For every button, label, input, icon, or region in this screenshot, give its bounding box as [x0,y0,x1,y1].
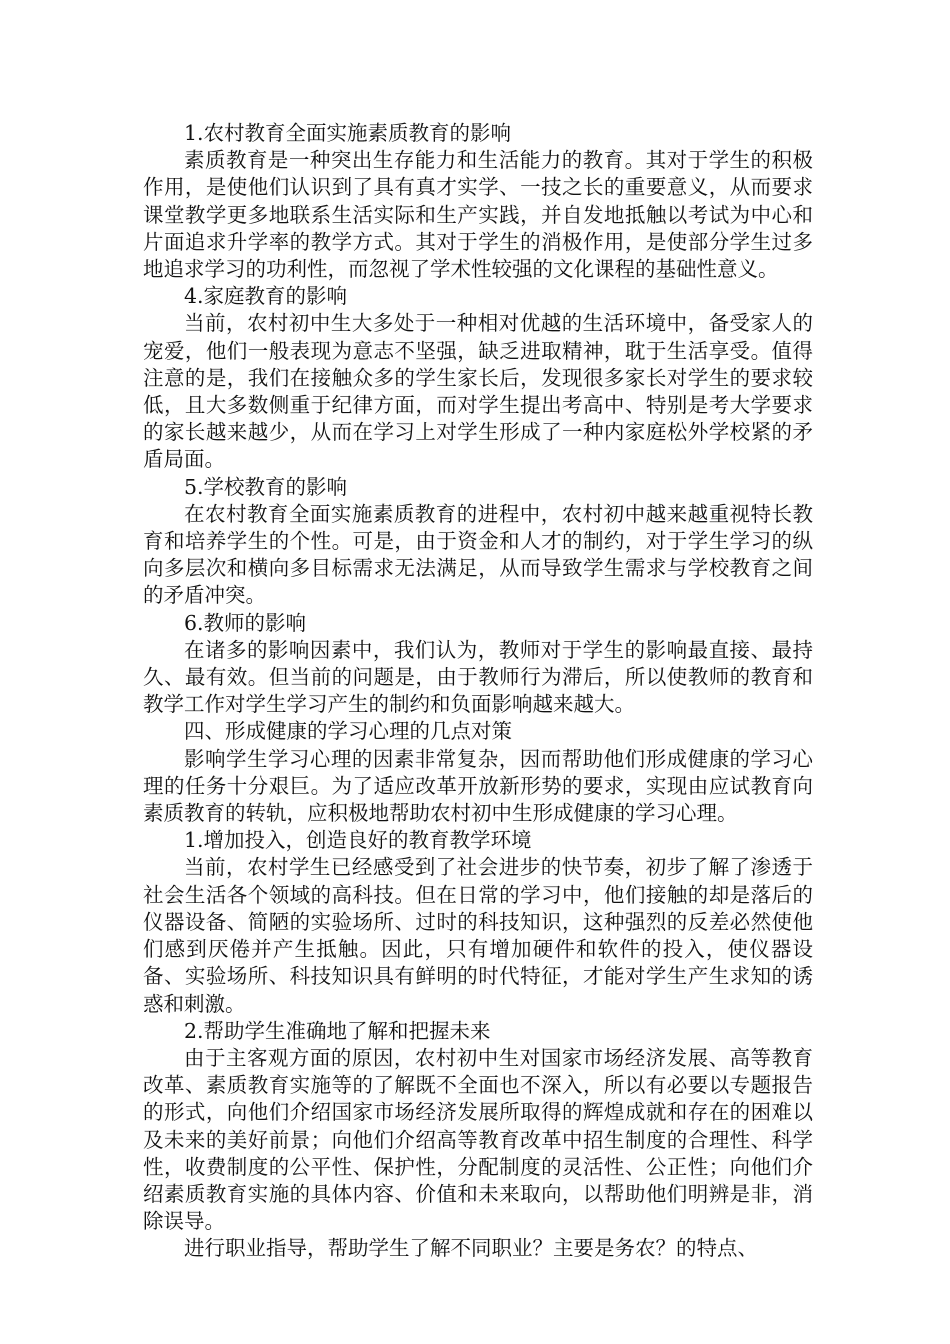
paragraph: 当前，农村学生已经感受到了社会进步的快节奏，初步了解了渗透于社会生活各个领域的高科技。但在日常的学习中，他们接触的却是落后的仪器设备、简陋的实验场所、过时的科技知识，这种强烈的反差必然使他们感到厌倦并产生抵触。因此，只有增加硬件和软件的投入，使仪器设备、实验场所、科技知识具有鲜明的时代特征，才能对学生产生求知的诱惑和刺激。 [143,855,813,1016]
paragraph: 由于主客观方面的原因，农村初中生对国家市场经济发展、高等教育改革、素质教育实施等的了解既不全面也不深入，所以有必要以专题报告的形式，向他们介绍国家市场经济发展所取得的辉煌成就和存在的困难以及未来的美好前景；向他们介绍高等教育改革中招生制度的合理性、科学性，收费制度的公平性、保护性，分配制度的灵活性、公正性；向他们介绍素质教育实施的具体内容、价值和未来取向，以帮助他们明辨是非，消除误导。 [143,1045,813,1234]
paragraph: 在农村教育全面实施素质教育的进程中，农村初中越来越重视特长教育和培养学生的个性。可是，由于资金和人才的制约，对于学生学习的纵向多层次和横向多目标需求无法满足，从而导致学生需求与学校教育之间的矛盾冲突。 [143,501,813,608]
paragraph: 在诸多的影响因素中，我们认为，教师对于学生的影响最直接、最持久、最有效。但当前的问题是，由于教师行为滞后，所以使教师的教育和教学工作对学生学习产生的制约和负面影响越来越大。 [143,637,813,717]
section-heading: 6.教师的影响 [184,610,307,635]
document-page [143,120,813,1263]
paragraph: 素质教育是一种突出生存能力和生活能力的教育。其对于学生的积极作用，是使他们认识到了具有真才实学、一技之长的重要意义，从而要求课堂教学更多地联系生活实际和生产实践，并自发地抵触以考试为中心和片面追求升学率的教学方式。其对于学生的消极作用，是使部分学生过多地追求学习的功利性，而忽视了学术性较强的文化课程的基础性意义。 [143,148,813,282]
paragraph: 进行职业指导，帮助学生了解不同职业？主要是务农？的特点、 [184,1236,758,1261]
section-heading: 4.家庭教育的影响 [184,284,348,309]
section-heading: 1.农村教育全面实施素质教育的影响 [184,121,512,145]
section-heading: 5.学校教育的影响 [184,474,348,499]
paragraph: 影响学生学习心理的因素非常复杂，因而帮助他们形成健康的学习心理的任务十分艰巨。为了适应改革开放新形势的要求，实现由应试教育向素质教育的转轨，应积极地帮助农村初中生形成健康的学习心理。 [143,746,813,826]
paragraph: 当前，农村初中生大多处于一种相对优越的生活环境中，备受家人的宠爱，他们一般表现为意志不坚强，缺乏进取精神，耽于生活享受。值得注意的是，我们在接触众多的学生家长后，发现很多家长对学生的要求较低，且大多数侧重于纪律方面，而对学生提出考高中、特别是考大学要求的家长越来越少，从而在学习上对学生形成了一种内家庭松外学校紧的矛盾局面。 [143,311,813,472]
section-heading: 四、形成健康的学习心理的几点对策 [184,719,512,744]
section-heading: 1.增加投入，创造良好的教育教学环境 [184,828,532,853]
section-heading: 2.帮助学生准确地了解和把握未来 [184,1018,491,1043]
